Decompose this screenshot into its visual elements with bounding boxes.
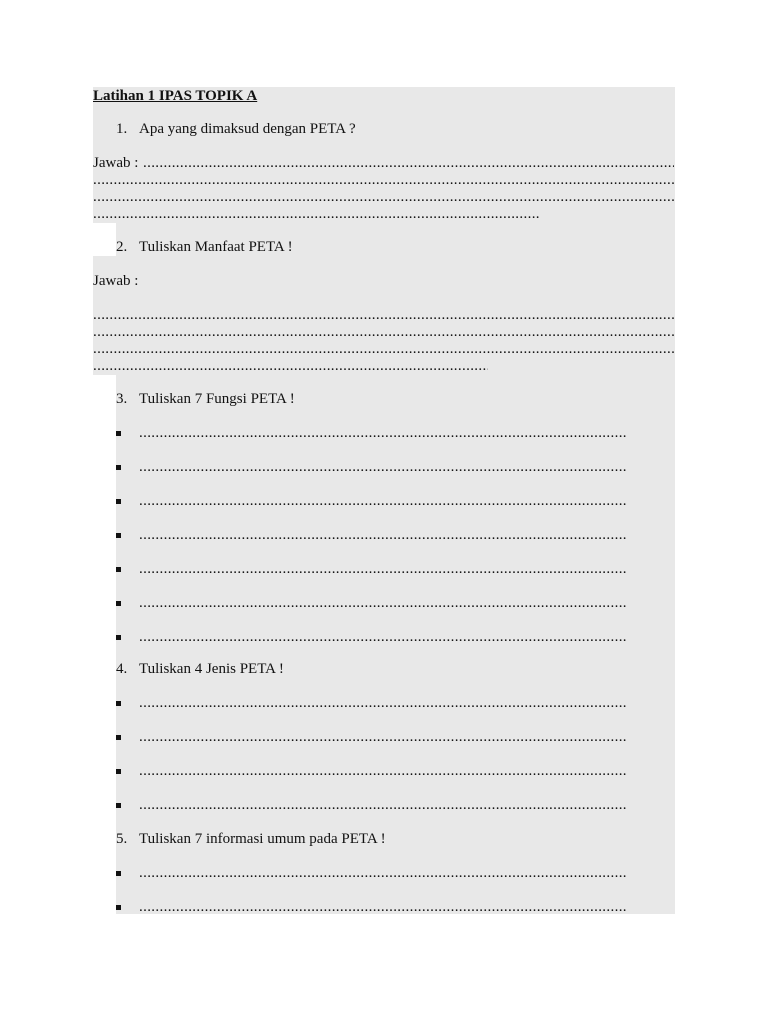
bullet-icon <box>116 567 121 572</box>
bullet-icon <box>116 701 121 706</box>
bullet-icon <box>116 499 121 504</box>
answer-line[interactable] <box>93 358 488 375</box>
answer-line[interactable] <box>139 425 627 442</box>
bullet-icon <box>116 601 121 606</box>
answer-line[interactable] <box>139 729 627 746</box>
question-text: Apa yang dimaksud dengan PETA ? <box>139 121 356 137</box>
bullet-icon <box>116 465 121 470</box>
question-number: 3. <box>116 391 128 407</box>
answer-line[interactable] <box>139 459 627 476</box>
answer-label: Jawab : <box>93 273 139 289</box>
bullet-icon <box>116 803 121 808</box>
question-text: Tuliskan 4 Jenis PETA ! <box>139 661 284 677</box>
bullet-icon <box>116 905 121 910</box>
question-text: Tuliskan 7 informasi umum pada PETA ! <box>139 831 386 847</box>
bullet-icon <box>116 431 121 436</box>
question-text: Tuliskan 7 Fungsi PETA ! <box>139 391 295 407</box>
bullet-icon <box>116 533 121 538</box>
answer-line[interactable] <box>139 865 627 882</box>
answer-line[interactable] <box>139 595 627 612</box>
answer-line[interactable] <box>93 324 674 341</box>
answer-line[interactable] <box>143 155 674 172</box>
worksheet-title: Latihan 1 IPAS TOPIK A <box>93 88 258 104</box>
answer-line[interactable] <box>139 493 627 510</box>
question-number: 1. <box>116 121 128 137</box>
question-number: 5. <box>116 831 128 847</box>
answer-line[interactable] <box>93 341 674 358</box>
answer-label: Jawab : <box>93 155 139 171</box>
answer-line[interactable] <box>139 561 627 578</box>
answer-line[interactable] <box>139 527 627 544</box>
answer-line[interactable] <box>93 206 539 223</box>
question-number: 2. <box>116 239 128 255</box>
bullet-icon <box>116 735 121 740</box>
answer-line[interactable] <box>139 629 627 646</box>
answer-line[interactable] <box>139 899 627 916</box>
question-number: 4. <box>116 661 128 677</box>
bullet-icon <box>116 769 121 774</box>
question-text: Tuliskan Manfaat PETA ! <box>139 239 293 255</box>
answer-line[interactable] <box>93 307 674 324</box>
answer-line[interactable] <box>139 763 627 780</box>
bullet-icon <box>116 871 121 876</box>
answer-line[interactable] <box>93 172 674 189</box>
answer-line[interactable] <box>139 797 627 814</box>
answer-line[interactable] <box>139 695 627 712</box>
answer-line[interactable] <box>93 189 674 206</box>
bullet-icon <box>116 635 121 640</box>
